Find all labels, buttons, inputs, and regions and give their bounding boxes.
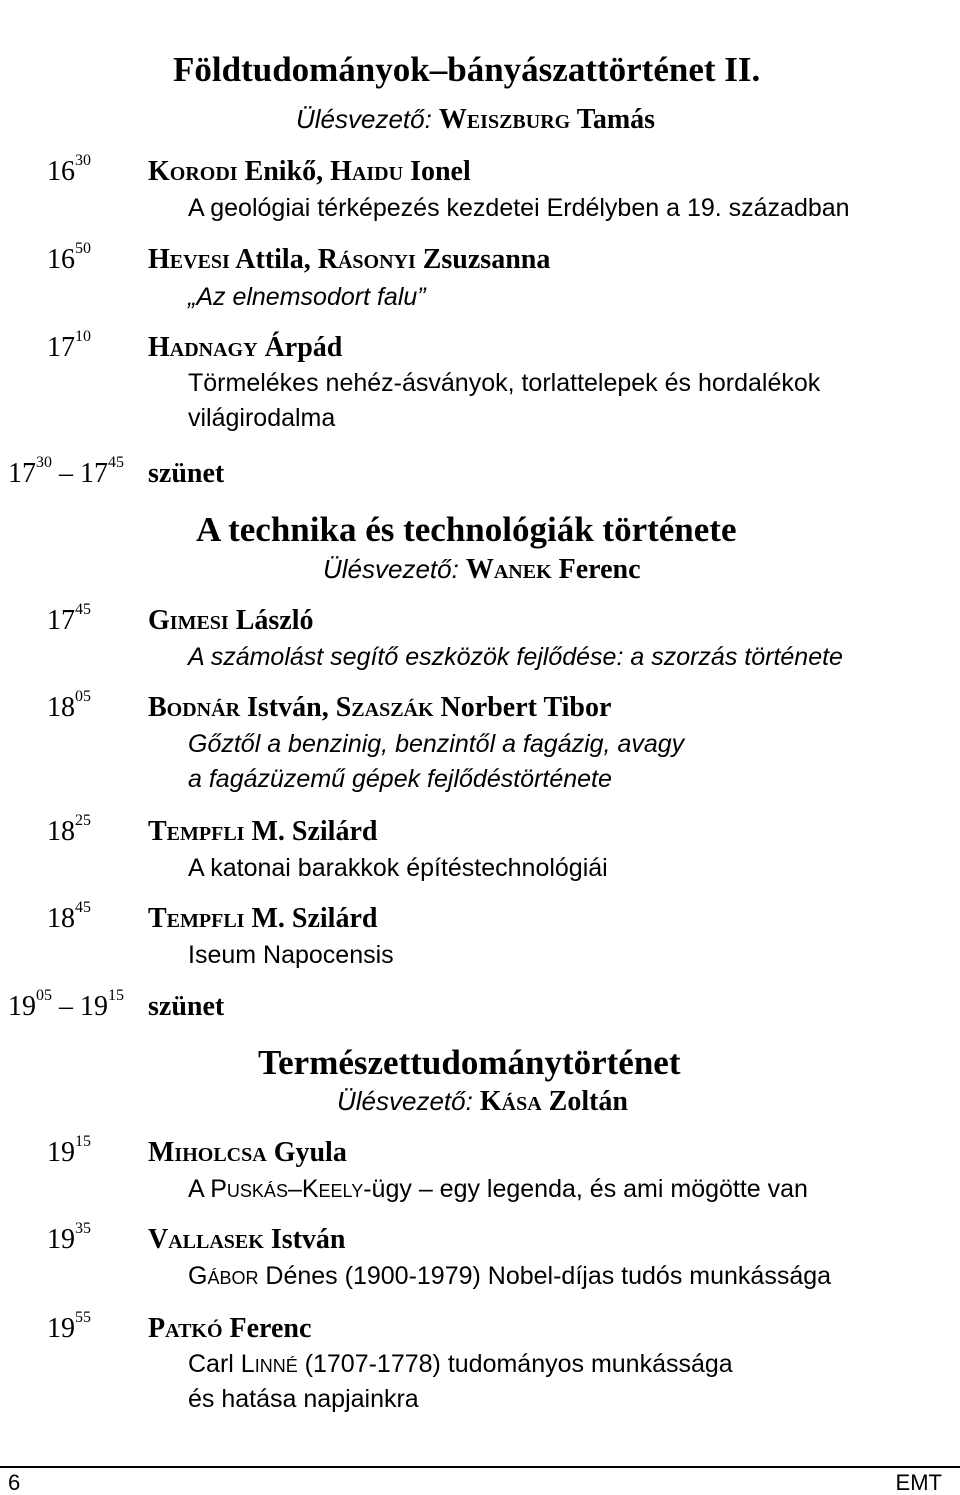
talk-time: $18^{25}$ [47, 812, 91, 847]
talk-time: $18^{45}$ [47, 899, 91, 934]
talk-title: Iseum Napocensis [188, 941, 394, 969]
break-label: szünet [148, 458, 225, 489]
talk-authors: Hevesi Attila, Rásonyi Zsuzsanna [148, 244, 551, 275]
chair-given-name: Ferenc [558, 554, 641, 585]
talk-authors: Tempfli M. Szilárd [148, 903, 378, 934]
talk-authors: Gimesi László [148, 605, 314, 636]
talk-authors: Vallasek István [148, 1224, 346, 1255]
talk-title: A Puskás–Keely-ügy – egy legenda, és ami mögötte van [188, 1175, 808, 1203]
section-title: A technika és technológiák története [196, 510, 737, 549]
session-chair [323, 552, 641, 587]
talk-time: $19^{55}$ [47, 1309, 91, 1344]
chair-label: Ülésvezető: [296, 104, 432, 134]
break-time: $19^{05} - 19^{15}$ [8, 987, 124, 1022]
page-number: 6 [8, 1470, 21, 1495]
talk-time: $17^{10}$ [47, 328, 91, 363]
chair-surname: Kása [479, 1086, 542, 1117]
talk-authors: Bodnár István, Szaszák Norbert Tibor [148, 692, 612, 723]
chair-surname: Wanek [465, 554, 552, 585]
talk-authors: Korodi Enikő, Haidu Ionel [148, 156, 471, 187]
section-title: Természettudománytörténet [258, 1043, 681, 1082]
talk-title: A geológiai térképezés kezdetei Erdélyben a 19. században [188, 194, 850, 222]
talk-title-line-2: világirodalma [188, 404, 336, 432]
talk-time: $18^{05}$ [47, 688, 91, 723]
talk-authors: Miholcsa Gyula [148, 1137, 347, 1168]
talk-title: „Az elnemsodort falu” [188, 283, 426, 311]
talk-title-line-2: a fagázüzemű gépek fejlődéstörténete [188, 765, 612, 793]
talk-title: Gábor Dénes (1900-1979) Nobel-díjas tudós munkássága [188, 1262, 832, 1290]
chair-given-name: Tamás [576, 104, 656, 135]
talk-authors: Patkó Ferenc [148, 1313, 312, 1344]
session-chair [296, 102, 655, 137]
talk-title-line-2: és hatása napjainkra [188, 1385, 419, 1413]
break-time: $17^{30} - 17^{45}$ [8, 454, 124, 489]
chair-label: Ülésvezető: [323, 554, 459, 584]
talk-title: A számolást segítő eszközök fejlődése: a szorzás története [188, 643, 843, 671]
talk-title-line-1: Carl Linné (1707-1778) tudományos munkássága [188, 1350, 733, 1378]
chair-given-name: Zoltán [548, 1086, 628, 1117]
section-title: Földtudományok–bányászattörténet II. [173, 50, 761, 89]
talk-title: A katonai barakkok építéstechnológiái [188, 854, 608, 882]
talk-authors: Hadnagy Árpád [148, 332, 343, 363]
talk-time: $16^{30}$ [47, 152, 91, 187]
talk-time: $17^{45}$ [47, 601, 91, 636]
talk-time: $19^{35}$ [47, 1220, 91, 1255]
chair-surname: Weiszburg [438, 104, 571, 135]
talk-title-line-1: Törmelékes nehéz-ásványok, torlattelepek és hordalékok [188, 369, 821, 397]
talk-title-line-1: Gőztől a benzinig, benzintől a fagázig, avagy [188, 730, 685, 758]
footer-rule [0, 1466, 960, 1468]
talk-time: $16^{50}$ [47, 240, 91, 275]
chair-label: Ülésvezető: [337, 1086, 473, 1116]
session-chair [337, 1084, 628, 1119]
talk-time: $19^{15}$ [47, 1133, 91, 1168]
break-label: szünet [148, 991, 225, 1022]
footer-org: EMT [895, 1470, 942, 1495]
talk-authors: Tempfli M. Szilárd [148, 816, 378, 847]
